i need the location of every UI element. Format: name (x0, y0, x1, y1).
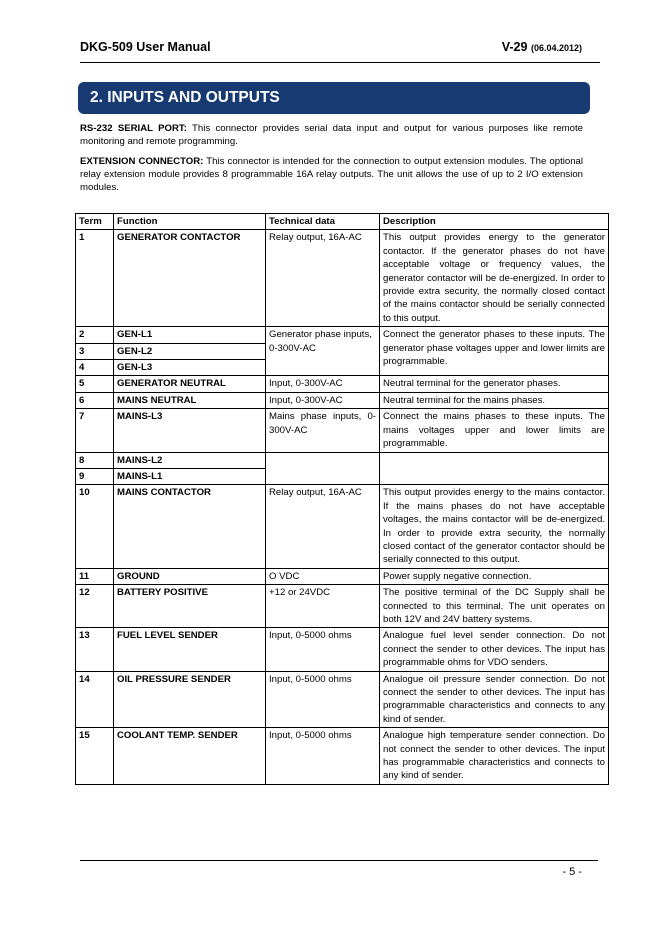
term-cell: 5 (76, 376, 114, 392)
table-row (76, 327, 609, 343)
term-cell: 8 (76, 452, 114, 468)
technical-cell: +12 or 24VDC (266, 585, 380, 628)
function-cell: MAINS-L3 (114, 409, 266, 452)
rs232-label: RS-232 SERIAL PORT: (80, 123, 187, 134)
description-cell: Analogue high temperature sender connection. Do not connect the sender to other devices. The input has programmable characteristics and connects to any kind of sender. (380, 728, 609, 785)
function-cell: MAINS NEUTRAL (114, 392, 266, 408)
table-row (76, 230, 609, 327)
term-cell: 1 (76, 230, 114, 327)
table-row (76, 376, 609, 392)
function-cell: COOLANT TEMP. SENDER (114, 728, 266, 785)
table-row (76, 671, 609, 728)
function-cell: GEN-L3 (114, 360, 266, 376)
description-cell: Power supply negative connection. (380, 568, 609, 584)
description-cell: The positive terminal of the DC Supply shall be connected to this terminal. The unit operates on both 12V and 24V battery systems. (380, 585, 609, 628)
description-cell-empty (380, 452, 609, 485)
rs232-paragraph (80, 122, 583, 148)
description-cell: Connect the mains phases to these inputs. The mains voltages upper and lower limits are programmable. (380, 409, 609, 452)
function-cell: OIL PRESSURE SENDER (114, 671, 266, 728)
technical-cell: Input, 0-300V-AC (266, 376, 380, 392)
description-cell: This output provides energy to the generator contactor. If the generator phases do not have acceptable voltage or frequency values, the generator contactor will be de-energized. In order to provide extra security, the normally closed contact of the mains contactor should be serially connected to this output. (380, 230, 609, 327)
col-header-function: Function (114, 214, 266, 230)
function-cell: GROUND (114, 568, 266, 584)
technical-cell: Relay output, 16A-AC (266, 485, 380, 568)
term-cell: 15 (76, 728, 114, 785)
extension-label: EXTENSION CONNECTOR: (80, 156, 204, 167)
term-cell: 13 (76, 628, 114, 671)
function-cell: MAINS-L1 (114, 468, 266, 484)
technical-cell: Relay output, 16A-AC (266, 230, 380, 327)
description-cell: Analogue oil pressure sender connection. Do not connect the sender to other devices. The input has programmable characteristics and connects to any kind of sender. (380, 671, 609, 728)
description-cell: Neutral terminal for the generator phases. (380, 376, 609, 392)
table-row (76, 585, 609, 628)
term-cell: 3 (76, 343, 114, 359)
function-cell: FUEL LEVEL SENDER (114, 628, 266, 671)
technical-cell: Input, 0-5000 ohms (266, 628, 380, 671)
technical-cell: O VDC (266, 568, 380, 584)
io-table (75, 213, 609, 785)
col-header-description: Description (380, 214, 609, 230)
table-row (76, 452, 609, 468)
technical-cell-empty (266, 452, 380, 485)
table-row (76, 728, 609, 785)
technical-cell: Mains phase inputs, 0-300V-AC (266, 409, 380, 452)
page-number: - 5 - (562, 866, 582, 878)
manual-title: DKG-509 User Manual (80, 40, 211, 54)
technical-cell: Input, 0-5000 ohms (266, 671, 380, 728)
table-header-row (76, 214, 609, 230)
extension-paragraph (80, 155, 583, 194)
term-cell: 11 (76, 568, 114, 584)
technical-cell: Generator phase inputs, 0-300V-AC (266, 327, 380, 376)
description-cell: Neutral terminal for the mains phases. (380, 392, 609, 408)
term-cell: 9 (76, 468, 114, 484)
version-label (502, 40, 582, 54)
term-cell: 14 (76, 671, 114, 728)
description-cell: Analogue fuel level sender connection. Do not connect the sender to other devices. The input has programmable ohms for VDO senders. (380, 628, 609, 671)
function-cell: GEN-L1 (114, 327, 266, 343)
technical-cell: Input, 0-300V-AC (266, 392, 380, 408)
term-cell: 7 (76, 409, 114, 452)
version-date: (06.04.2012) (530, 43, 582, 53)
table-row (76, 392, 609, 408)
term-cell: 6 (76, 392, 114, 408)
footer-divider (80, 860, 598, 861)
term-cell: 12 (76, 585, 114, 628)
section-title: 2. INPUTS AND OUTPUTS (78, 82, 590, 114)
rs232-text: This connector provides serial data input and output for various purposes like remote monitoring and remote programming. (80, 123, 583, 147)
table-row (76, 568, 609, 584)
col-header-term: Term (76, 214, 114, 230)
function-cell: GENERATOR NEUTRAL (114, 376, 266, 392)
table-row (76, 628, 609, 671)
col-header-technical: Technical data (266, 214, 380, 230)
extension-text: This connector is intended for the connection to output extension modules. The optional relay extension module provides 8 programmable 16A relay outputs. The unit allows the use of up to 2 I/O extension modules. (80, 156, 584, 193)
technical-cell: Input, 0-5000 ohms (266, 728, 380, 785)
function-cell: GEN-L2 (114, 343, 266, 359)
term-cell: 2 (76, 327, 114, 343)
description-cell: Connect the generator phases to these inputs. The generator phase voltages upper and lower limits are programmable. (380, 327, 609, 376)
description-cell: This output provides energy to the mains contactor. If the mains phases do not have acceptable voltages, the mains contactor will be de-energized. In order to provide extra security, the normally closed contact of the generator contactor should be serially connected to this output. (380, 485, 609, 568)
table-row (76, 409, 609, 452)
function-cell: MAINS CONTACTOR (114, 485, 266, 568)
term-cell: 4 (76, 360, 114, 376)
function-cell: BATTERY POSITIVE (114, 585, 266, 628)
page-header (80, 38, 600, 63)
term-cell: 10 (76, 485, 114, 568)
table-row (76, 485, 609, 568)
function-cell: MAINS-L2 (114, 452, 266, 468)
version-number: V-29 (501, 40, 528, 54)
function-cell: GENERATOR CONTACTOR (114, 230, 266, 327)
